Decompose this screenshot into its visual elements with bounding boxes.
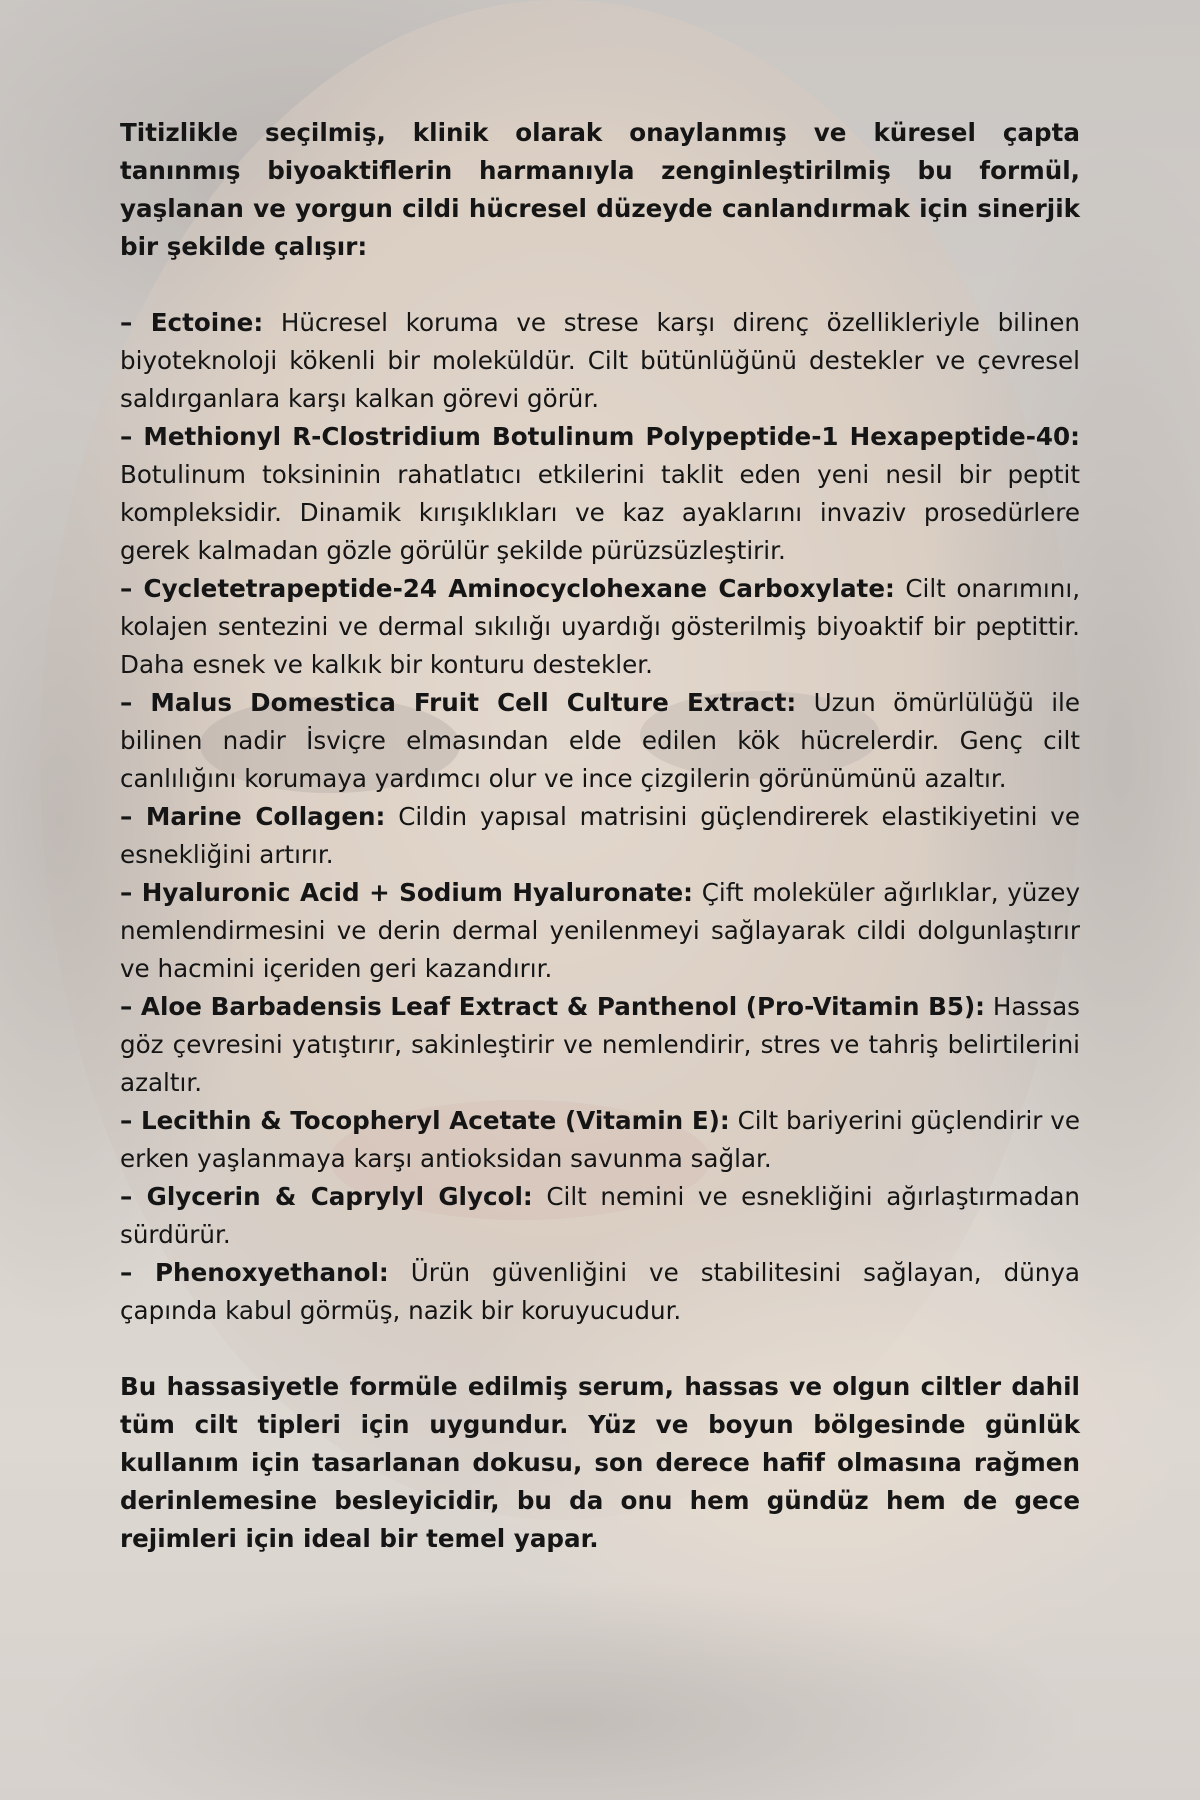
ingredient-name: – Phenoxyethanol: xyxy=(120,1258,389,1287)
ingredient-name: – Malus Domestica Fruit Cell Culture Extract: xyxy=(120,688,797,717)
ingredient-description: Hücresel koruma ve strese karşı direnç özellikleriyle bilinen biyoteknoloji kökenli bir moleküldür. Cilt bütünlüğünü destekler ve çevresel saldırganlara karşı kalkan görevi görür. xyxy=(120,308,1080,413)
ingredient-description: Ürün güvenliğini ve stabilitesini sağlayan, dünya çapında kabul görmüş, nazik bir koruyucudur. xyxy=(120,1258,1080,1325)
closing-paragraph: Bu hassasiyetle formüle edilmiş serum, hassas ve olgun ciltler dahil tüm cilt tipleri için uygundur. Yüz ve boyun bölgesinde günlük kullanım için tasarlanan dokusu, son derece hafif olmasına rağmen derinlemesine besleyicidir, bu da onu hem gündüz hem de gece rejimleri için ideal bir temel yapar. xyxy=(120,1372,1080,1553)
ingredient-lecithin-vitamin-e xyxy=(120,1102,1080,1178)
ingredient-name: – Cycletetrapeptide-24 Aminocyclohexane Carboxylate: xyxy=(120,574,895,603)
ingredient-description: Botulinum toksininin rahatlatıcı etkilerini taklit eden yeni nesil bir peptit kompleksidir. Dinamik kırışıklıkları ve kaz ayaklarını invaziv prosedürlere gerek kalmadan gözle görülür şekilde pürüzsüzleştirir. xyxy=(120,460,1080,565)
ingredient-name: – Ectoine: xyxy=(120,308,264,337)
ingredient-description: Cilt nemini ve esnekliğini ağırlaştırmadan sürdürür. xyxy=(120,1182,1080,1249)
ingredient-name: – Methionyl R-Clostridium Botulinum Polypeptide-1 Hexapeptide-40: xyxy=(120,422,1080,451)
ingredient-description: Cilt onarımını, kolajen sentezini ve dermal sıkılığı uyardığı gösterilmiş biyoaktif bir peptittir. Daha esnek ve kalkık bir konturu destekler. xyxy=(120,574,1081,679)
description-text-block xyxy=(120,114,1080,1558)
ingredient-description: Uzun ömürlülüğü ile bilinen nadir İsviçre elmasından elde edilen kök hücrelerdir. Genç cilt canlılığını korumaya yardımcı olur ve ince çizgilerin görünümünü azaltır. xyxy=(120,688,1080,793)
ingredient-name: – Glycerin & Caprylyl Glycol: xyxy=(120,1182,533,1211)
ingredient-hexapeptide-40 xyxy=(120,418,1080,570)
ingredient-aloe-panthenol xyxy=(120,988,1080,1102)
spacer xyxy=(120,266,1080,304)
ingredient-phenoxyethanol xyxy=(120,1254,1080,1330)
ingredient-name: – Aloe Barbadensis Leaf Extract & Panthenol (Pro-Vitamin B5): xyxy=(120,992,986,1021)
ingredient-malus-domestica xyxy=(120,684,1080,798)
ingredient-description: Cildin yapısal matrisini güçlendirerek elastikiyetini ve esnekliğini artırır. xyxy=(120,802,1080,869)
ingredient-description: Hassas göz çevresini yatıştırır, sakinleştirir ve nemlendirir, stres ve tahriş belirtilerini azaltır. xyxy=(120,992,1080,1097)
ingredient-ectoine xyxy=(120,304,1080,418)
ingredient-list xyxy=(120,304,1080,1330)
ingredient-description: Cilt bariyerini güçlendirir ve erken yaşlanmaya karşı antioksidan savunma sağlar. xyxy=(120,1106,1080,1173)
spacer xyxy=(120,1330,1080,1368)
ingredient-name: – Marine Collagen: xyxy=(120,802,386,831)
ingredient-glycerin-caprylyl xyxy=(120,1178,1080,1254)
ingredient-description: Çift moleküler ağırlıklar, yüzey nemlendirmesini ve derin dermal yenilenmeyi sağlayarak cildi dolgunlaştırır ve hacmini içeriden geri kazandırır. xyxy=(120,878,1080,983)
ingredient-cycletetrapeptide-24 xyxy=(120,570,1080,684)
ingredient-hyaluronic-acid xyxy=(120,874,1080,988)
intro-paragraph: Titizlikle seçilmiş, klinik olarak onaylanmış ve küresel çapta tanınmış biyoaktiflerin harmanıyla zenginleştirilmiş bu formül, yaşlanan ve yorgun cildi hücresel düzeyde canlandırmak için sinerjik bir şekilde çalışır: xyxy=(120,118,1080,261)
ingredient-name: – Hyaluronic Acid + Sodium Hyaluronate: xyxy=(120,878,693,907)
ingredient-marine-collagen xyxy=(120,798,1080,874)
ingredient-name: – Lecithin & Tocopheryl Acetate (Vitamin E): xyxy=(120,1106,730,1135)
